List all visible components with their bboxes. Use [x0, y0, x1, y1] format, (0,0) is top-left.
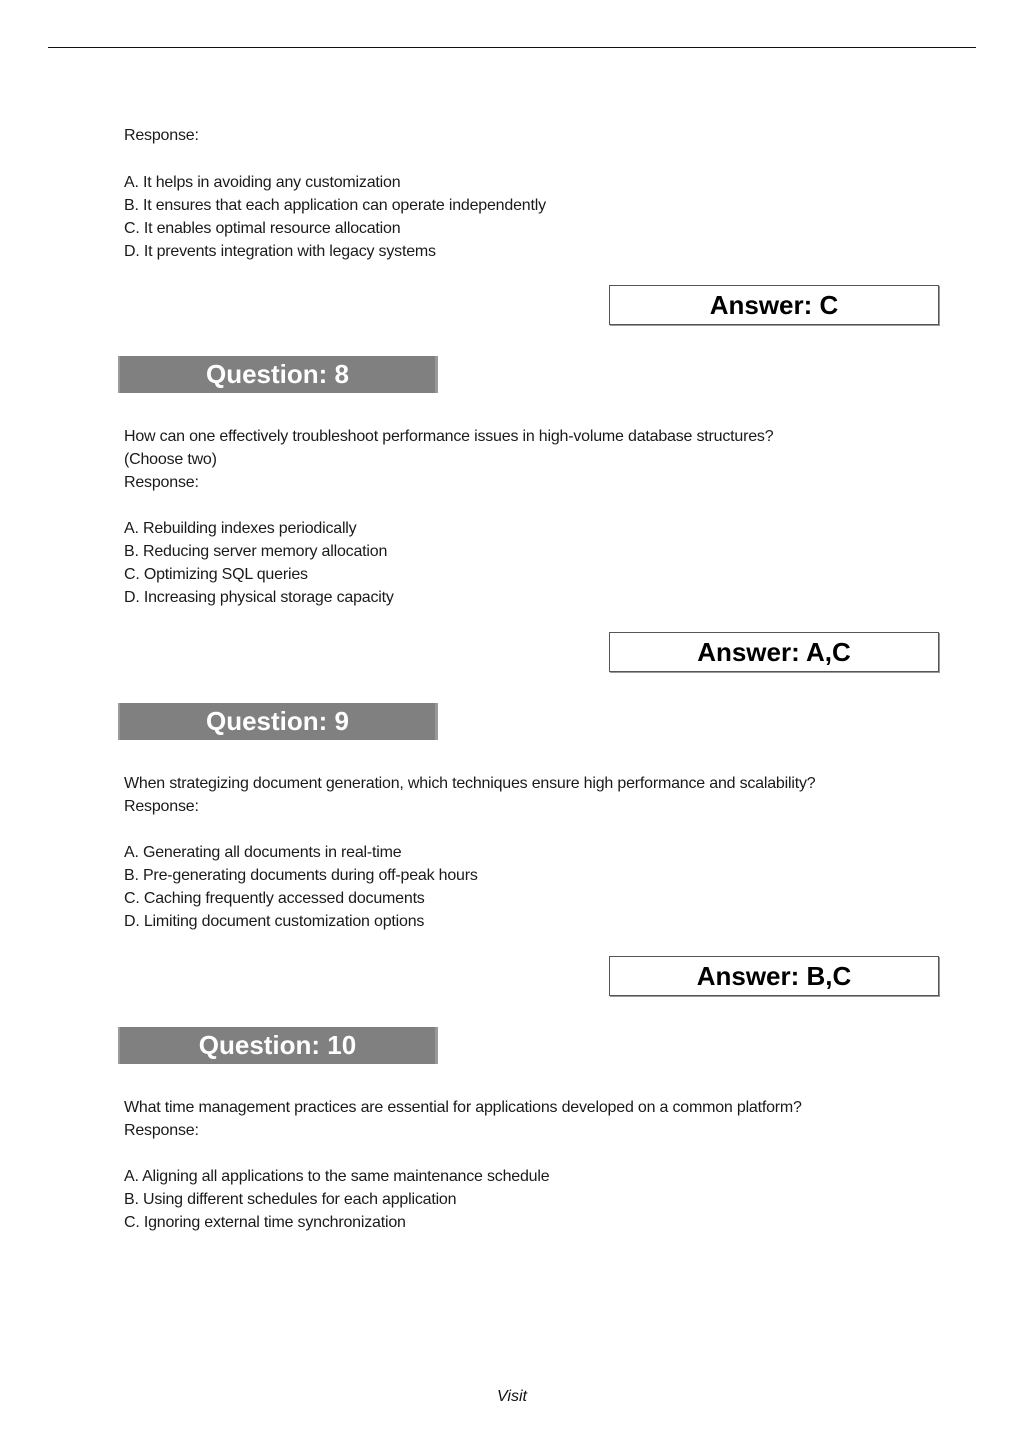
q8-answer-box: Answer: A,C	[609, 632, 939, 672]
q7-option-d: D. It prevents integration with legacy systems	[124, 243, 436, 260]
q7-answer-box: Answer: C	[609, 285, 939, 325]
footer-visit-link[interactable]: Visit	[497, 1388, 527, 1405]
q7-option-c: C. It enables optimal resource allocation	[124, 220, 401, 237]
q8-question-line-2: (Choose two)	[124, 451, 217, 468]
q8-question-line-1: How can one effectively troubleshoot performance issues in high-volume database structures?	[124, 428, 774, 445]
q8-option-c: C. Optimizing SQL queries	[124, 566, 308, 583]
q10-option-a: A. Aligning all applications to the same maintenance schedule	[124, 1168, 550, 1185]
q8-option-b: B. Reducing server memory allocation	[124, 543, 388, 560]
q9-option-b: B. Pre-generating documents during off-peak hours	[124, 867, 478, 884]
q7-response-label: Response:	[124, 127, 199, 144]
q8-header: Question: 8	[118, 356, 438, 393]
q10-question-line-1: What time management practices are essential for applications developed on a common platform?	[124, 1099, 802, 1116]
q10-option-b: B. Using different schedules for each application	[124, 1191, 457, 1208]
q8-option-d: D. Increasing physical storage capacity	[124, 589, 394, 606]
q9-response-label: Response:	[124, 798, 199, 815]
q8-option-a: A. Rebuilding indexes periodically	[124, 520, 357, 537]
q8-response-label: Response:	[124, 474, 199, 491]
q10-option-c: C. Ignoring external time synchronization	[124, 1214, 406, 1231]
header-rule	[48, 47, 976, 48]
q7-option-b: B. It ensures that each application can operate independently	[124, 197, 546, 214]
q9-option-d: D. Limiting document customization options	[124, 913, 425, 930]
q9-option-a: A. Generating all documents in real-time	[124, 844, 402, 861]
q7-option-a: A. It helps in avoiding any customization	[124, 174, 401, 191]
q10-header: Question: 10	[118, 1027, 438, 1064]
q9-answer-box: Answer: B,C	[609, 956, 939, 996]
q9-header: Question: 9	[118, 703, 438, 740]
q9-question-line-1: When strategizing document generation, which techniques ensure high performance and scalability?	[124, 775, 816, 792]
q9-option-c: C. Caching frequently accessed documents	[124, 890, 425, 907]
q10-response-label: Response:	[124, 1122, 199, 1139]
